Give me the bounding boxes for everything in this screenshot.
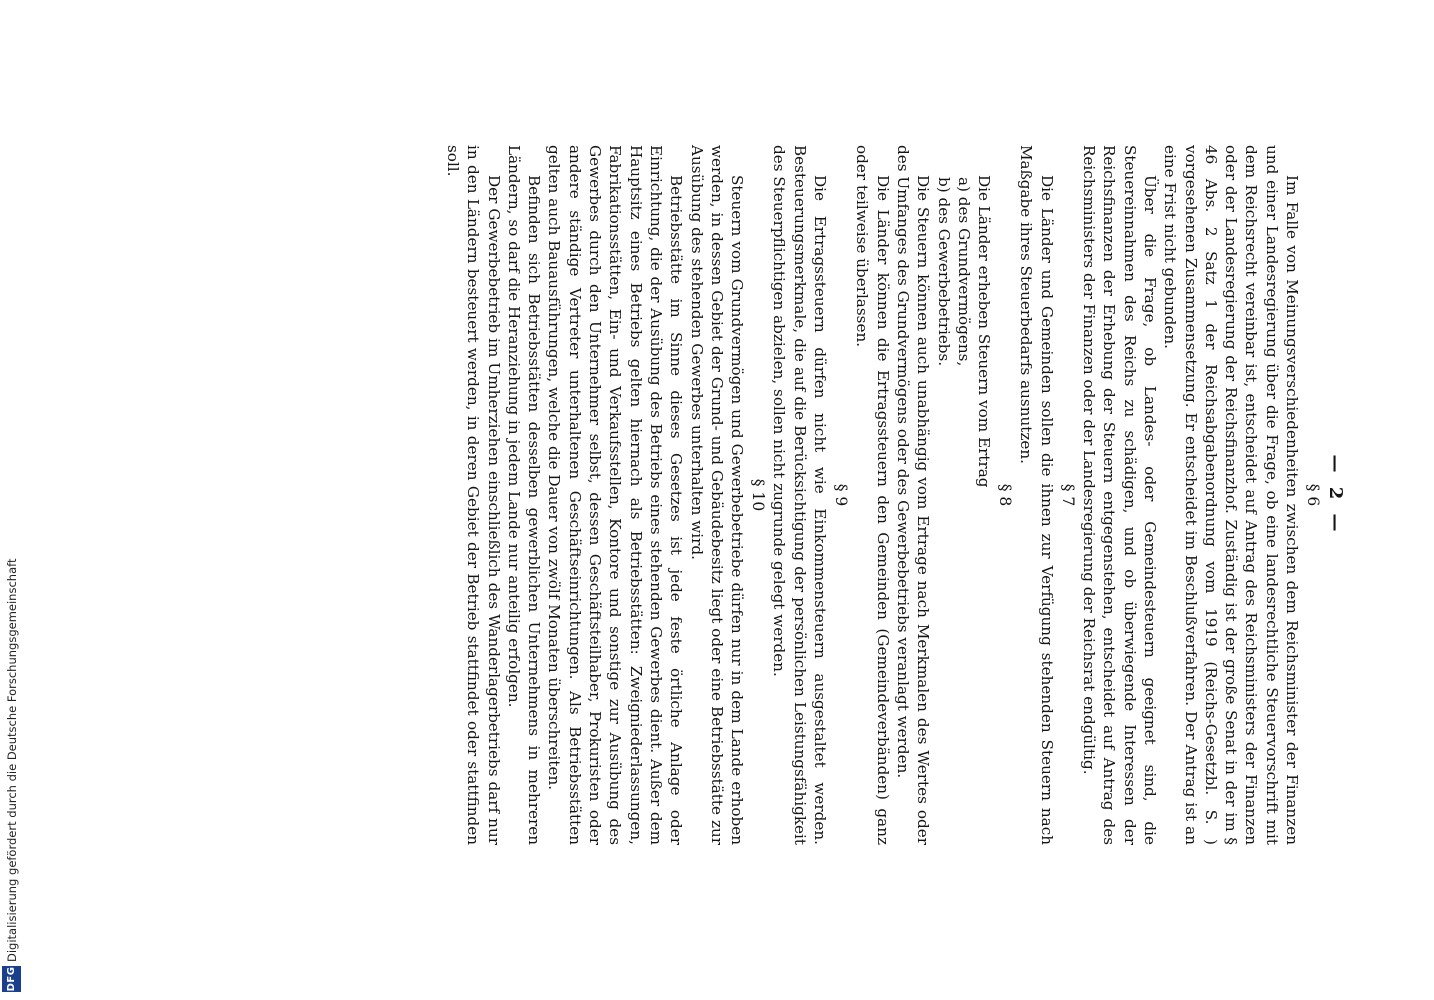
paragraph: Steuern vom Grundvermögen und Gewerbebetriebe dürfen nur in dem Lande erhoben werden, in dessen Gebiet der Grund- und Gebäudebesitz liegt oder eine Betriebsstätte zur Ausübung des stehenden Gewerbes unterhalten wird.: [687, 145, 747, 845]
paragraph: Der Gewerbebetrieb im Umherziehen einschließlich des Wanderlagerbetriebs darf nur in den Ländern besteuert werden, in deren Gebiet der Betrieb stattfindet oder stattfinden soll.: [444, 145, 503, 845]
digitization-notice-text: Digitalisierung gefördert durch die Deutsche Forschungsgemeinschaft: [5, 558, 19, 962]
section-heading: § 7: [1058, 483, 1077, 507]
section-heading: § 8: [996, 483, 1015, 507]
list-item: b) des Gewerbebetriebs.: [934, 177, 953, 367]
list-item: a) des Grundvermögens,: [954, 177, 973, 367]
page-content: [443, 145, 1346, 845]
paragraph: Die Länder und Gemeinden sollen die ihnen zur Verfügung stehenden Steuern nach Maßgabe ihres Steuerbedarfs ausnutzen.: [1017, 145, 1056, 845]
section-heading: § 10: [749, 478, 768, 512]
paragraph: Betriebsstätte im Sinne dieses Gesetzes ist jede feste örtliche Anlage oder Einrichtung, die der Ausübung des Betriebs eines stehenden Gewerbes dient. Außer dem Hauptsitz eines Betriebs gelten hiernach als Betriebsstätten: Zweigniederlassungen, Fabrikationsstätten, Ein- und Verkaufsstellen, Kontore und sonstige zur Ausübung des Gewerbes durch den Unternehmer selbst, dessen Geschäftsteilhaber, Prokuristen oder andere ständige Vertreter unterhaltenen Geschäftseinrichtungen. Als Betriebsstätten gelten auch Bauausführungen, welche die Dauer von zwölf Monaten überschreiten.: [545, 145, 686, 845]
paragraph: Befinden sich Betriebsstätten desselben gewerblichen Unternehmens in mehreren Ländern, so darf die Heranziehung in jedem Lande nur anteilig erfolgen.: [504, 145, 544, 845]
digitization-notice: [0, 0, 24, 1000]
paragraph: Die Länder können die Ertragssteuern den Gemeinden (Gemeindeverbänden) ganz oder teilweise überlassen.: [853, 145, 892, 845]
paragraph: Die Ertragssteuern dürfen nicht wie Einkommensteuern ausgestaltet werden. Besteuerungsmerkmale, die auf die Berücksichtigung der persönlichen Leistungsfähigkeit des Steuerpflichtigen abzielen, sollen nicht zugrunde gelegt werden.: [770, 145, 830, 845]
paragraph: Über die Frage, ob Landes- oder Gemeindesteuern geeignet sind, die Steuereinnahmen des Reichs zu schädigen, und ob überwiegende Interessen der Reichsfinanzen der Erhebung der Steuern entgegenstehen, entscheidet auf Antrag des Reichsministers der Finanzen oder der Landesregierung der Reichsrat endgültig.: [1080, 145, 1159, 845]
page-number: — 2 —: [1325, 454, 1346, 536]
section-heading: § 6: [1304, 483, 1322, 507]
paragraph: Die Länder erheben Steuern vom Ertrag: [975, 175, 994, 488]
section-heading: § 9: [832, 483, 851, 507]
paragraph: Die Steuern können auch unabhängig vom Ertrage nach Merkmalen des Wertes oder des Umfanges des Grundvermögens oder des Gewerbebetriebs veranlagt werden.: [893, 145, 933, 845]
paragraph: Im Falle von Meinungsverschiedenheiten zwischen dem Reichsminister der Finanzen und einer Landesregierung über die Frage, ob eine landesrechtliche Steuervorschrift mit dem Reichsrecht vereinbar ist, entscheidet auf Antrag des Reichsministers der Finanzen oder der Landesregierung der Reichsfinanzhof. Zuständig ist der große Senat in der im § 46 Abs. 2 Satz 1 der Reichsabgabenordnung vom 1919 (Reichs-Gesetzbl. S. ) vorgesehenen Zusammensetzung. Er entscheidet im Beschlußverfahren. Der Antrag ist an eine Frist nicht gebunden.: [1161, 145, 1301, 845]
dfg-logo: DFG: [2, 966, 21, 992]
